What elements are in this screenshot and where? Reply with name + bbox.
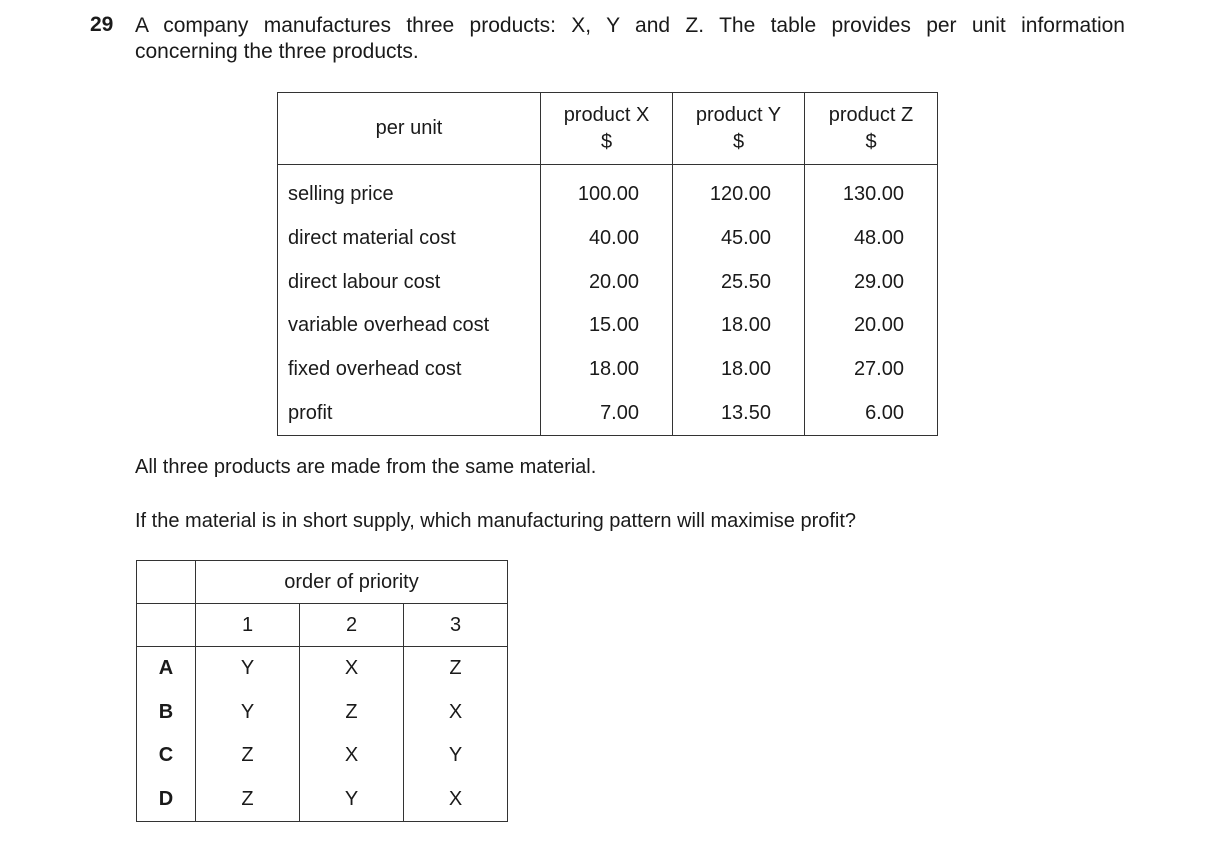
option-row-a[interactable] bbox=[137, 647, 508, 691]
position-header: 3 bbox=[404, 604, 508, 647]
cell-value: 29.00 bbox=[805, 260, 938, 304]
question-text bbox=[135, 13, 1125, 65]
option-cell: Z bbox=[300, 691, 404, 735]
option-letter[interactable]: B bbox=[137, 691, 196, 735]
position-header: 1 bbox=[196, 604, 300, 647]
option-cell: Y bbox=[300, 778, 404, 822]
question-prompt: If the material is in short supply, which manufacturing pattern will maximise profit? bbox=[135, 510, 857, 532]
cell-value: 25.50 bbox=[673, 260, 805, 304]
answer-options-table bbox=[136, 560, 508, 822]
product-x-unit: $ bbox=[600, 130, 613, 153]
option-cell: X bbox=[300, 734, 404, 778]
product-z-unit: $ bbox=[865, 130, 877, 153]
cell-value: 130.00 bbox=[805, 165, 938, 217]
option-row-c[interactable] bbox=[137, 734, 508, 778]
row-label: direct material cost bbox=[278, 217, 541, 261]
product-y-name: product Y bbox=[695, 103, 782, 126]
cell-value: 100.00 bbox=[541, 165, 673, 217]
position-header: 2 bbox=[300, 604, 404, 647]
product-x-header bbox=[541, 93, 673, 165]
product-x-name: product X bbox=[563, 103, 650, 126]
question-number: 29 bbox=[90, 13, 114, 36]
material-statement: All three products are made from the same material. bbox=[135, 456, 597, 478]
blank-corner bbox=[137, 561, 196, 604]
row-label: fixed overhead cost bbox=[278, 348, 541, 392]
option-row-b[interactable] bbox=[137, 691, 508, 735]
option-cell: Z bbox=[196, 734, 300, 778]
table-row bbox=[278, 391, 938, 435]
option-cell: Y bbox=[196, 691, 300, 735]
row-label: profit bbox=[278, 391, 541, 435]
option-cell: X bbox=[448, 700, 463, 723]
product-y-unit: $ bbox=[732, 130, 745, 153]
cell-value: 18.00 bbox=[541, 348, 673, 392]
product-table-header bbox=[278, 93, 938, 165]
row-label: direct labour cost bbox=[278, 260, 541, 304]
cell-value: 15.00 bbox=[541, 304, 673, 348]
table-row bbox=[278, 165, 938, 217]
row-label: variable overhead cost bbox=[278, 304, 541, 348]
positions-header-row bbox=[137, 604, 508, 647]
blank-corner bbox=[137, 604, 196, 647]
option-letter[interactable]: A bbox=[137, 647, 196, 691]
order-of-priority-header: order of priority bbox=[196, 561, 508, 604]
cell-value: 7.00 bbox=[541, 391, 673, 435]
option-letter[interactable]: D bbox=[137, 778, 196, 822]
question-line-2: concerning the three products. bbox=[135, 40, 419, 63]
option-cell: Y bbox=[196, 647, 300, 691]
cell-value: 40.00 bbox=[541, 217, 673, 261]
cell-value: 18.00 bbox=[673, 348, 805, 392]
product-z-header bbox=[805, 93, 938, 165]
option-row-d[interactable] bbox=[137, 778, 508, 822]
options-header-row bbox=[137, 561, 508, 604]
product-y-header bbox=[673, 93, 805, 165]
cell-value: 6.00 bbox=[805, 391, 938, 435]
cell-value: 120.00 bbox=[673, 165, 805, 217]
question-line-1: A company manufactures three products: X, Y and Z. The table provides per unit information bbox=[135, 14, 1125, 37]
table-row bbox=[278, 348, 938, 392]
cell-value: 18.00 bbox=[673, 304, 805, 348]
product-z-name: product Z bbox=[828, 103, 914, 126]
table-row bbox=[278, 304, 938, 348]
option-cell: Z bbox=[196, 778, 300, 822]
table-row bbox=[278, 260, 938, 304]
per-unit-header: per unit bbox=[278, 93, 541, 165]
option-cell: X bbox=[300, 647, 404, 691]
option-cell: Y bbox=[448, 744, 463, 767]
product-cost-table bbox=[277, 92, 938, 436]
row-label: selling price bbox=[278, 165, 541, 217]
cell-value: 45.00 bbox=[673, 217, 805, 261]
option-letter[interactable]: C bbox=[137, 734, 196, 778]
cell-value: 13.50 bbox=[673, 391, 805, 435]
option-cell: X bbox=[448, 787, 463, 810]
table-row bbox=[278, 217, 938, 261]
cell-value: 48.00 bbox=[805, 217, 938, 261]
cell-value: 20.00 bbox=[805, 304, 938, 348]
cell-value: 20.00 bbox=[541, 260, 673, 304]
cell-value: 27.00 bbox=[805, 348, 938, 392]
option-cell: Z bbox=[449, 657, 462, 680]
